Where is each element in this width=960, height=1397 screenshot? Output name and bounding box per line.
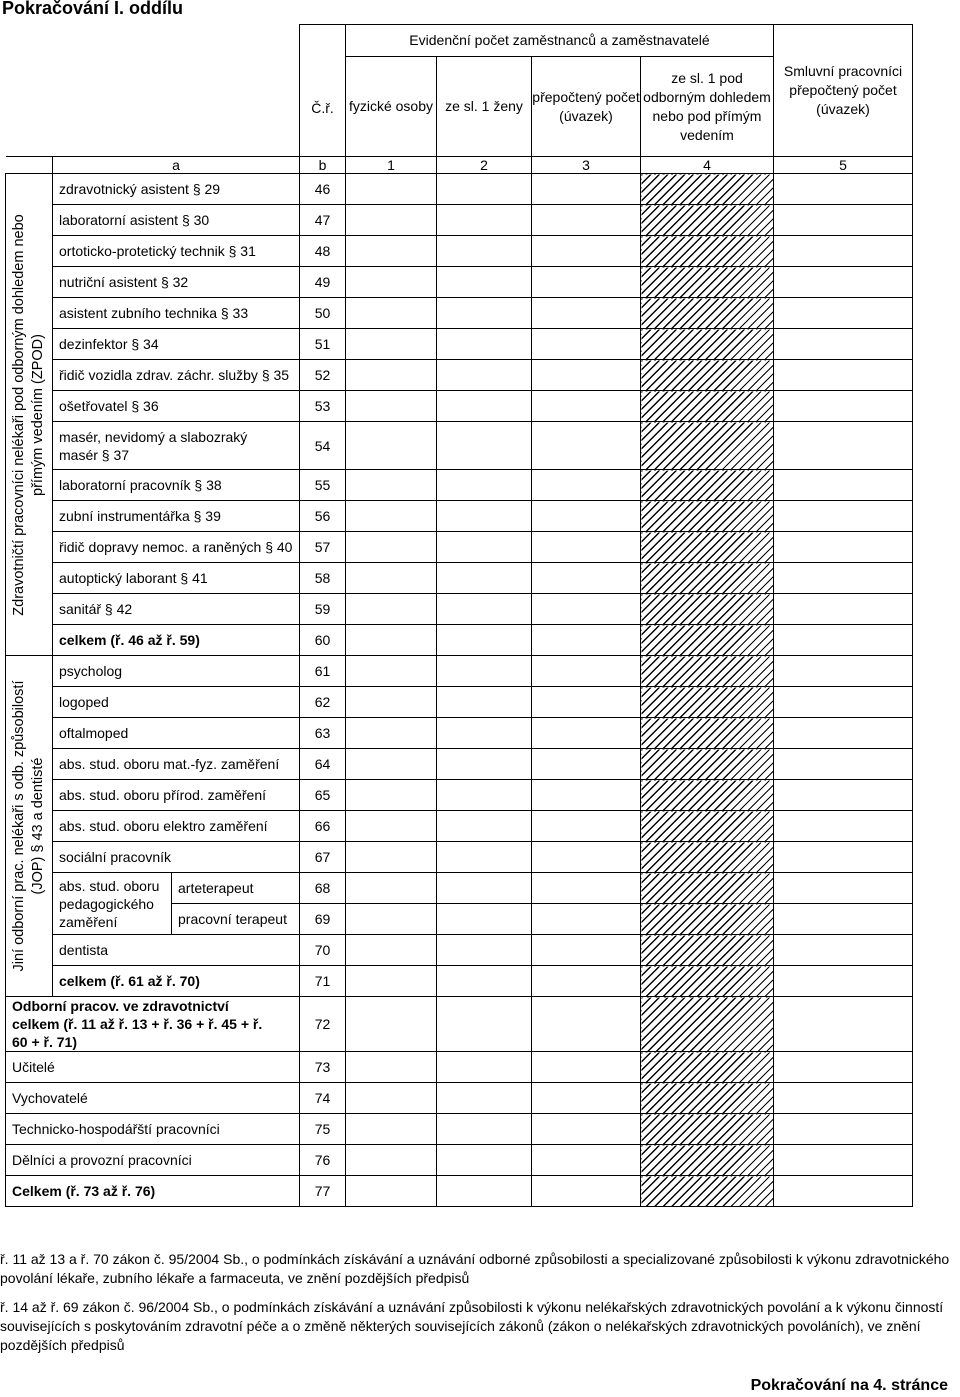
cell-input[interactable] [437, 1083, 532, 1114]
cell-input[interactable] [532, 267, 641, 298]
row-number: 51 [300, 329, 346, 360]
cell-input[interactable] [774, 1052, 913, 1083]
row-label: nutriční asistent § 32 [53, 267, 300, 298]
cell-input[interactable] [437, 236, 532, 267]
cell-input[interactable] [346, 470, 437, 501]
cell-input[interactable] [532, 563, 641, 594]
row-label: dentista [53, 935, 300, 966]
row-label: sanitář § 42 [53, 594, 300, 625]
cell-input[interactable] [346, 563, 437, 594]
hatched-cell [641, 997, 774, 1052]
pedagogic-group-label: abs. stud. oboru pedagogického zaměření [53, 873, 172, 935]
row-number: 60 [300, 625, 346, 656]
cell-input[interactable] [774, 811, 913, 842]
cell-input[interactable] [437, 360, 532, 391]
footnote-2: ř. 14 až ř. 69 zákon č. 96/2004 Sb., o podmínkách získávání a uznávání způsobilosti k výkonu nelékařských zdravotnických povolání a k výkonu činností souvisejících s poskytováním zdravotní péče a o změně některých souvisejících zákonů (zákon o nelékařských zdravotnických povoláních), ve znění pozdějších předpisů [0, 1299, 944, 1353]
cell-input[interactable] [532, 966, 641, 997]
row-number: 53 [300, 391, 346, 422]
footnote-1: ř. 11 až 13 a ř. 70 zákon č. 95/2004 Sb., o podmínkách získávání a uznávání odborné způsobilosti a specializované způsobilosti k výkonu zdravotnického povolání lékaře, zubního lékaře a farmaceuta, ve znění pozdějších předpisů [0, 1251, 950, 1286]
cell-input[interactable] [437, 1176, 532, 1207]
cell-input[interactable] [532, 470, 641, 501]
cell-input[interactable] [437, 391, 532, 422]
cell-input[interactable] [532, 174, 641, 205]
cell-input[interactable] [532, 625, 641, 656]
row-label: masér, nevidomý a slabozraký masér § 37 [53, 422, 300, 470]
col-3-header: přepočtený počet (úvazek) [532, 57, 641, 157]
total-row-label: celkem (ř. 46 až ř. 59) [53, 625, 300, 656]
cell-input[interactable] [774, 966, 913, 997]
cell-input[interactable] [346, 904, 437, 935]
cell-input[interactable] [774, 267, 913, 298]
cell-input[interactable] [774, 656, 913, 687]
cell-input[interactable] [774, 842, 913, 873]
cell-input[interactable] [346, 1145, 437, 1176]
grand-total-label: Celkem (ř. 73 až ř. 76) [6, 1176, 300, 1207]
cell-input[interactable] [437, 1052, 532, 1083]
cell-input[interactable] [774, 935, 913, 966]
cell-input[interactable] [437, 470, 532, 501]
hatched-cell [641, 935, 774, 966]
cell-input[interactable] [346, 267, 437, 298]
cell-input[interactable] [346, 422, 437, 470]
cell-input[interactable] [774, 687, 913, 718]
cell-input[interactable] [437, 873, 532, 904]
hatched-cell [641, 360, 774, 391]
cell-input[interactable] [532, 873, 641, 904]
evidence-group-header: Evidenční počet zaměstnanců a zaměstnavatelé [346, 25, 774, 57]
cell-input[interactable] [437, 267, 532, 298]
hatched-cell [641, 298, 774, 329]
hatched-cell [641, 501, 774, 532]
cell-input[interactable] [532, 935, 641, 966]
row-number: 49 [300, 267, 346, 298]
row-number: 64 [300, 749, 346, 780]
section-zpod-label-cell [6, 174, 53, 656]
cell-input[interactable] [532, 1145, 641, 1176]
row-label: Vychovatelé [6, 1083, 300, 1114]
cell-input[interactable] [346, 997, 437, 1052]
cell-input[interactable] [437, 1145, 532, 1176]
row-number: 63 [300, 718, 346, 749]
col-4-header: ze sl. 1 pod odborným dohledem nebo pod přímým vedením [641, 57, 774, 157]
cell-input[interactable] [532, 718, 641, 749]
cell-input[interactable] [437, 966, 532, 997]
col-letter-1: 1 [346, 157, 437, 174]
cell-input[interactable] [437, 811, 532, 842]
cell-input[interactable] [532, 656, 641, 687]
cell-input[interactable] [532, 1176, 641, 1207]
cell-input[interactable] [437, 935, 532, 966]
cell-input[interactable] [437, 687, 532, 718]
cell-input[interactable] [346, 236, 437, 267]
cell-input[interactable] [346, 873, 437, 904]
cell-input[interactable] [437, 532, 532, 563]
row-label: logoped [53, 687, 300, 718]
continue-note: Pokračování na 4. stránce [750, 1377, 948, 1394]
cell-input[interactable] [532, 360, 641, 391]
cell-input[interactable] [346, 625, 437, 656]
cell-input[interactable] [774, 1114, 913, 1145]
hatched-cell [641, 966, 774, 997]
cell-input[interactable] [346, 298, 437, 329]
row-number: 50 [300, 298, 346, 329]
col-2-header: ze sl. 1 ženy [437, 57, 532, 157]
cell-input[interactable] [774, 749, 913, 780]
row-label: ošetřovatel § 36 [53, 391, 300, 422]
row-label: řidič dopravy nemoc. a raněných § 40 [53, 532, 300, 563]
cell-input[interactable] [774, 780, 913, 811]
row-number: 47 [300, 205, 346, 236]
row-label: řidič vozidla zdrav. záchr. služby § 35 [53, 360, 300, 391]
cell-input[interactable] [532, 904, 641, 935]
col-letter-5: 5 [774, 157, 913, 174]
cell-input[interactable] [346, 594, 437, 625]
hatched-cell [641, 563, 774, 594]
cell-input[interactable] [774, 532, 913, 563]
cell-input[interactable] [437, 594, 532, 625]
cell-input[interactable] [532, 594, 641, 625]
row-number: 57 [300, 532, 346, 563]
row-label: Učitelé [6, 1052, 300, 1083]
cell-input[interactable] [437, 205, 532, 236]
row-number: 65 [300, 780, 346, 811]
hatched-cell [641, 1052, 774, 1083]
cell-input[interactable] [346, 532, 437, 563]
cell-input[interactable] [774, 174, 913, 205]
hatched-cell [641, 656, 774, 687]
cell-input[interactable] [774, 594, 913, 625]
employee-table [5, 24, 913, 1207]
cell-input[interactable] [774, 873, 913, 904]
cell-input[interactable] [346, 780, 437, 811]
row-label: laboratorní asistent § 30 [53, 205, 300, 236]
cell-input[interactable] [346, 687, 437, 718]
cell-input[interactable] [532, 329, 641, 360]
cell-input[interactable] [346, 391, 437, 422]
hatched-cell [641, 873, 774, 904]
cell-input[interactable] [532, 501, 641, 532]
row-number: 71 [300, 966, 346, 997]
hatched-cell [641, 1114, 774, 1145]
cell-input[interactable] [346, 329, 437, 360]
row-number: 67 [300, 842, 346, 873]
col-cr-header: Č.ř. [300, 25, 346, 157]
cell-input[interactable] [437, 842, 532, 873]
cell-input[interactable] [437, 563, 532, 594]
row-number: 56 [300, 501, 346, 532]
cell-input[interactable] [774, 298, 913, 329]
col-letter-2: 2 [437, 157, 532, 174]
col-letter-b: b [300, 157, 346, 174]
hatched-cell [641, 687, 774, 718]
cell-input[interactable] [346, 718, 437, 749]
cell-input[interactable] [437, 174, 532, 205]
cell-input[interactable] [774, 205, 913, 236]
cell-input[interactable] [532, 1052, 641, 1083]
col-letter-4: 4 [641, 157, 774, 174]
cell-input[interactable] [437, 904, 532, 935]
cell-input[interactable] [437, 298, 532, 329]
cell-input[interactable] [346, 1083, 437, 1114]
hatched-cell [641, 842, 774, 873]
cell-input[interactable] [774, 1176, 913, 1207]
cell-input[interactable] [774, 625, 913, 656]
hatched-cell [641, 625, 774, 656]
row-number: 70 [300, 935, 346, 966]
cell-input[interactable] [346, 501, 437, 532]
cell-input[interactable] [437, 749, 532, 780]
hatched-cell [641, 904, 774, 935]
section-jop-label-cell [6, 656, 53, 997]
cell-input[interactable] [532, 422, 641, 470]
cell-input[interactable] [437, 656, 532, 687]
cell-input[interactable] [532, 391, 641, 422]
row-number: 54 [300, 422, 346, 470]
page-title: Pokračování I. oddílu [2, 0, 184, 18]
cell-input[interactable] [437, 1114, 532, 1145]
cell-input[interactable] [774, 236, 913, 267]
cell-input[interactable] [532, 1114, 641, 1145]
hatched-cell [641, 236, 774, 267]
row-label: arteterapeut [172, 873, 300, 904]
hatched-cell [641, 532, 774, 563]
row-number: 66 [300, 811, 346, 842]
cell-input[interactable] [774, 563, 913, 594]
row-number: 59 [300, 594, 346, 625]
cell-input[interactable] [774, 501, 913, 532]
hatched-cell [641, 594, 774, 625]
cell-input[interactable] [532, 842, 641, 873]
hatched-cell [641, 811, 774, 842]
col-letter-3: 3 [532, 157, 641, 174]
hatched-cell [641, 391, 774, 422]
col-letter-a: a [53, 157, 300, 174]
hatched-cell [641, 329, 774, 360]
row-label: laboratorní pracovník § 38 [53, 470, 300, 501]
cell-input[interactable] [774, 329, 913, 360]
cell-input[interactable] [774, 904, 913, 935]
hatched-cell [641, 267, 774, 298]
hatched-cell [641, 205, 774, 236]
row-label: abs. stud. oboru elektro zaměření [53, 811, 300, 842]
cell-input[interactable] [774, 1145, 913, 1176]
cell-input[interactable] [346, 205, 437, 236]
cell-input[interactable] [774, 360, 913, 391]
cell-input[interactable] [346, 174, 437, 205]
cell-input[interactable] [346, 1176, 437, 1207]
row-label: autoptický laborant § 41 [53, 563, 300, 594]
cell-input[interactable] [346, 1114, 437, 1145]
row-label: ortoticko-protetický technik § 31 [53, 236, 300, 267]
cell-input[interactable] [774, 718, 913, 749]
cell-input[interactable] [532, 532, 641, 563]
row-label: zubní instrumentářka § 39 [53, 501, 300, 532]
row-label: sociální pracovník [53, 842, 300, 873]
hatched-cell [641, 470, 774, 501]
col-1-header: fyzické osoby [346, 57, 437, 157]
row-label: oftalmoped [53, 718, 300, 749]
cell-input[interactable] [346, 935, 437, 966]
total-row-label: celkem (ř. 61 až ř. 70) [53, 966, 300, 997]
cell-input[interactable] [532, 1083, 641, 1114]
row-number: 48 [300, 236, 346, 267]
hatched-cell [641, 780, 774, 811]
cell-input[interactable] [532, 997, 641, 1052]
row-label: psycholog [53, 656, 300, 687]
cell-input[interactable] [774, 1083, 913, 1114]
row-number: 72 [300, 997, 346, 1052]
cell-input[interactable] [346, 656, 437, 687]
row-label: pracovní terapeut [172, 904, 300, 935]
row-number: 52 [300, 360, 346, 391]
cell-input[interactable] [532, 687, 641, 718]
cell-input[interactable] [437, 625, 532, 656]
row-number: 74 [300, 1083, 346, 1114]
cell-input[interactable] [346, 749, 437, 780]
odborni-total-label: Odborní pracov. ve zdravotnictví celkem (ř. 11 až ř. 13 + ř. 36 + ř. 45 + ř. 60 + ř. 71) [6, 997, 300, 1052]
row-number: 55 [300, 470, 346, 501]
hatched-cell [641, 718, 774, 749]
row-number: 73 [300, 1052, 346, 1083]
cell-input[interactable] [532, 780, 641, 811]
hatched-cell [641, 174, 774, 205]
row-number: 75 [300, 1114, 346, 1145]
col-5-header: Smluvní pracovníci přepočtený počet (úvazek) [774, 25, 913, 157]
section-jop-label: Jiní odborní prac. nelékaři s odb. způsobilostí (JOP) § 43 a dentisté [11, 680, 46, 972]
row-number: 77 [300, 1176, 346, 1207]
row-label: dezinfektor § 34 [53, 329, 300, 360]
cell-input[interactable] [437, 422, 532, 470]
cell-input[interactable] [437, 780, 532, 811]
cell-input[interactable] [532, 298, 641, 329]
cell-input[interactable] [437, 997, 532, 1052]
cell-input[interactable] [346, 360, 437, 391]
cell-input[interactable] [437, 329, 532, 360]
row-number: 58 [300, 563, 346, 594]
row-number: 62 [300, 687, 346, 718]
cell-input[interactable] [774, 422, 913, 470]
cell-input[interactable] [774, 470, 913, 501]
row-label: zdravotnický asistent § 29 [53, 174, 300, 205]
cell-input[interactable] [346, 966, 437, 997]
row-number: 61 [300, 656, 346, 687]
hatched-cell [641, 1145, 774, 1176]
hatched-cell [641, 1176, 774, 1207]
cell-input[interactable] [437, 718, 532, 749]
cell-input[interactable] [346, 811, 437, 842]
cell-input[interactable] [346, 1052, 437, 1083]
section-zpod-label: Zdravotničtí pracovníci nelékaři pod odborným dohledem nebo přímým vedením (ZPOD) [11, 213, 46, 616]
row-number: 68 [300, 873, 346, 904]
row-label: abs. stud. oboru přírod. zaměření [53, 780, 300, 811]
cell-input[interactable] [532, 236, 641, 267]
row-label: asistent zubního technika § 33 [53, 298, 300, 329]
cell-input[interactable] [532, 205, 641, 236]
cell-input[interactable] [774, 997, 913, 1052]
cell-input[interactable] [346, 842, 437, 873]
cell-input[interactable] [437, 501, 532, 532]
cell-input[interactable] [532, 749, 641, 780]
hatched-cell [641, 422, 774, 470]
row-label: Technicko-hospodářští pracovníci [6, 1114, 300, 1145]
row-number: 69 [300, 904, 346, 935]
cell-input[interactable] [532, 811, 641, 842]
row-label: Dělníci a provozní pracovníci [6, 1145, 300, 1176]
cell-input[interactable] [774, 391, 913, 422]
row-label: abs. stud. oboru mat.-fyz. zaměření [53, 749, 300, 780]
row-number: 46 [300, 174, 346, 205]
row-number: 76 [300, 1145, 346, 1176]
hatched-cell [641, 1083, 774, 1114]
hatched-cell [641, 749, 774, 780]
